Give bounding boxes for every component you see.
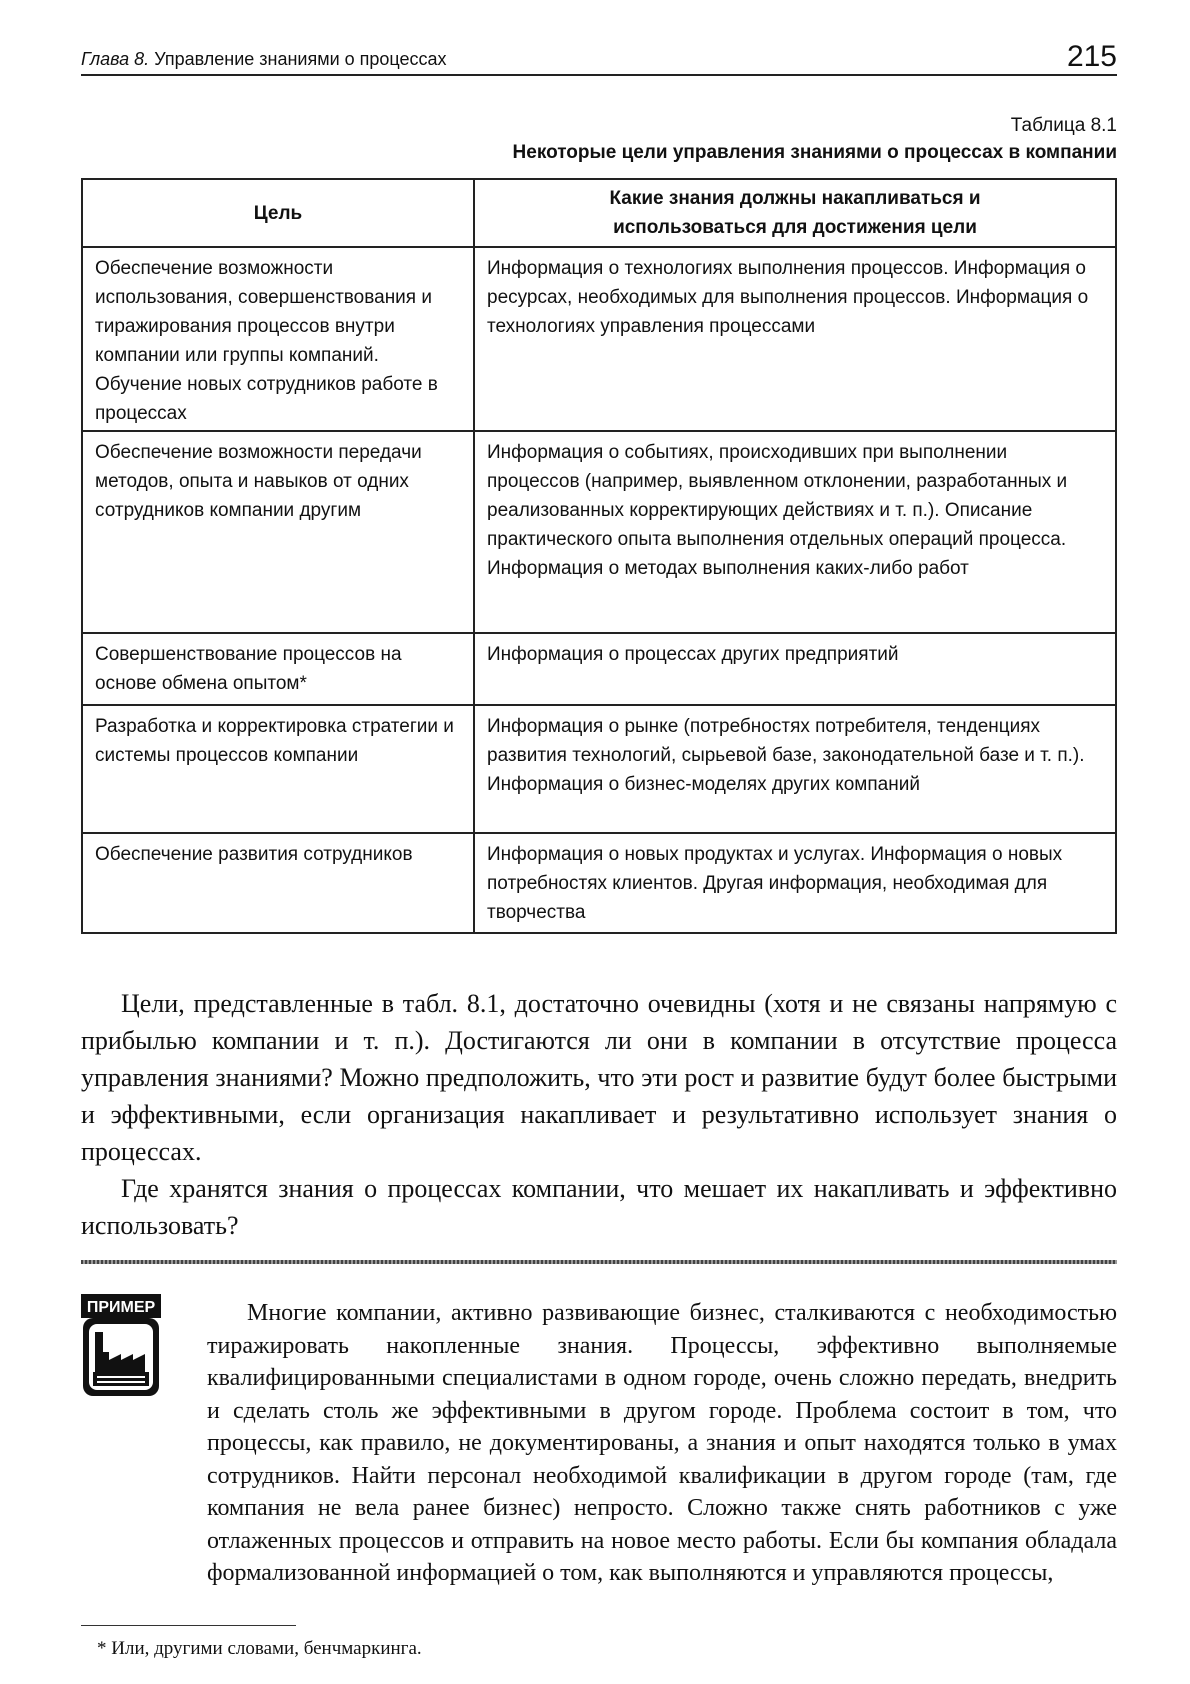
table-caption [513,112,1117,166]
goal-cell: Обеспечение возможности использования, совершенствования и тиражирования процессов внутри компании или группы компаний. Обучение новых сотрудников работе в процессах [82,247,474,431]
table-row [82,431,1116,633]
example-paragraph: Многие компании, активно развивающие бизнес, сталкиваются с необходимостью тиражировать накопленные знания. Процессы, эффективно выполняемые квалифицированными специалистами в одном городе, очень сложно передать, внедрить и сделать столь же эффективными в другом городе. Проблема состоит в том, что процессы, как правило, не документированы, а знания и опыт находятся только в умах сотрудников. Найти персонал необходимой квалификации в другом городе (там, где компания не вела ранее бизнес) непросто. Сложно также снять работников с уже отлаженных процессов и отправить на новое место работы. Если бы компания обладала формализованной информацией о том, как выполняются и управляются процессы, [207,1300,1117,1586]
paragraph: Где хранятся знания о процессах компании, что мешает их накапливать и эффективно использовать? [81,1174,1117,1240]
column-header: Цель [82,179,474,247]
footnote-rule [81,1625,296,1626]
example-label: ПРИМЕР [86,1299,156,1316]
body-text [81,985,1117,1244]
table-row [82,247,1116,431]
paragraph: Цели, представленные в табл. 8.1, достаточно очевидны (хотя и не связаны напрямую с прибылью компании и т. п.). Достигаются ли они в компании в отсутствие процесса управления знаниями? Можно предположить, что эти рост и развитие будут более быстрыми и эффективными, если организация накапливает и результативно использует знания о процессах. [81,989,1117,1166]
knowledge-cell: Информация о новых продуктах и услугах. Информация о новых потребностях клиентов. Другая информация, необходимая для творчества [474,833,1116,933]
table-row [82,633,1116,705]
example-icon [81,1294,161,1403]
goal-cell: Разработка и корректировка стратегии и системы процессов компании [82,705,474,833]
table-row [82,705,1116,833]
page-number: 215 [1066,40,1117,73]
knowledge-cell: Информация о технологиях выполнения процессов. Информация о ресурсах, необходимых для выполнения процессов. Информация о технологиях управления процессами [474,247,1116,431]
table-number: Таблица 8.1 [1010,115,1117,136]
goal-cell: Обеспечение развития сотрудников [82,833,474,933]
section-divider [81,1260,1117,1264]
table-row [82,833,1116,933]
knowledge-cell: Информация о событиях, происходивших при выполнении процессов (например, выявленном отклонении, разработанных и реализованных корректирующих действиях и т. п.). Описание практического опыта выполнения отдельных операций процесса. Информация о методах выполнения каких-либо работ [474,431,1116,633]
chapter-label: Глава 8. [81,49,150,69]
goal-cell: Совершенствование процессов на основе обмена опытом* [82,633,474,705]
column-header: Какие знания должны накапливаться и использоваться для достижения цели [474,179,1116,247]
knowledge-cell: Информация о процессах других предприятий [474,633,1116,705]
running-header [81,38,1117,76]
goals-table [81,178,1117,934]
chapter-title: Управление знаниями о процессах [154,49,447,69]
example-text [207,1297,1117,1590]
footnote: * Или, другими словами, бенчмаркинга. [97,1638,422,1659]
goal-cell: Обеспечение возможности передачи методов, опыта и навыков от одних сотрудников компании другим [82,431,474,633]
factory-icon [81,1294,161,1398]
table-title: Некоторые цели управления знаниями о процессах в компании [512,142,1117,163]
knowledge-cell: Информация о рынке (потребностях потребителя, тенденциях развития технологий, сырьевой базе, законодательной базе и т. п.). Информация о бизнес-моделях других компаний [474,705,1116,833]
